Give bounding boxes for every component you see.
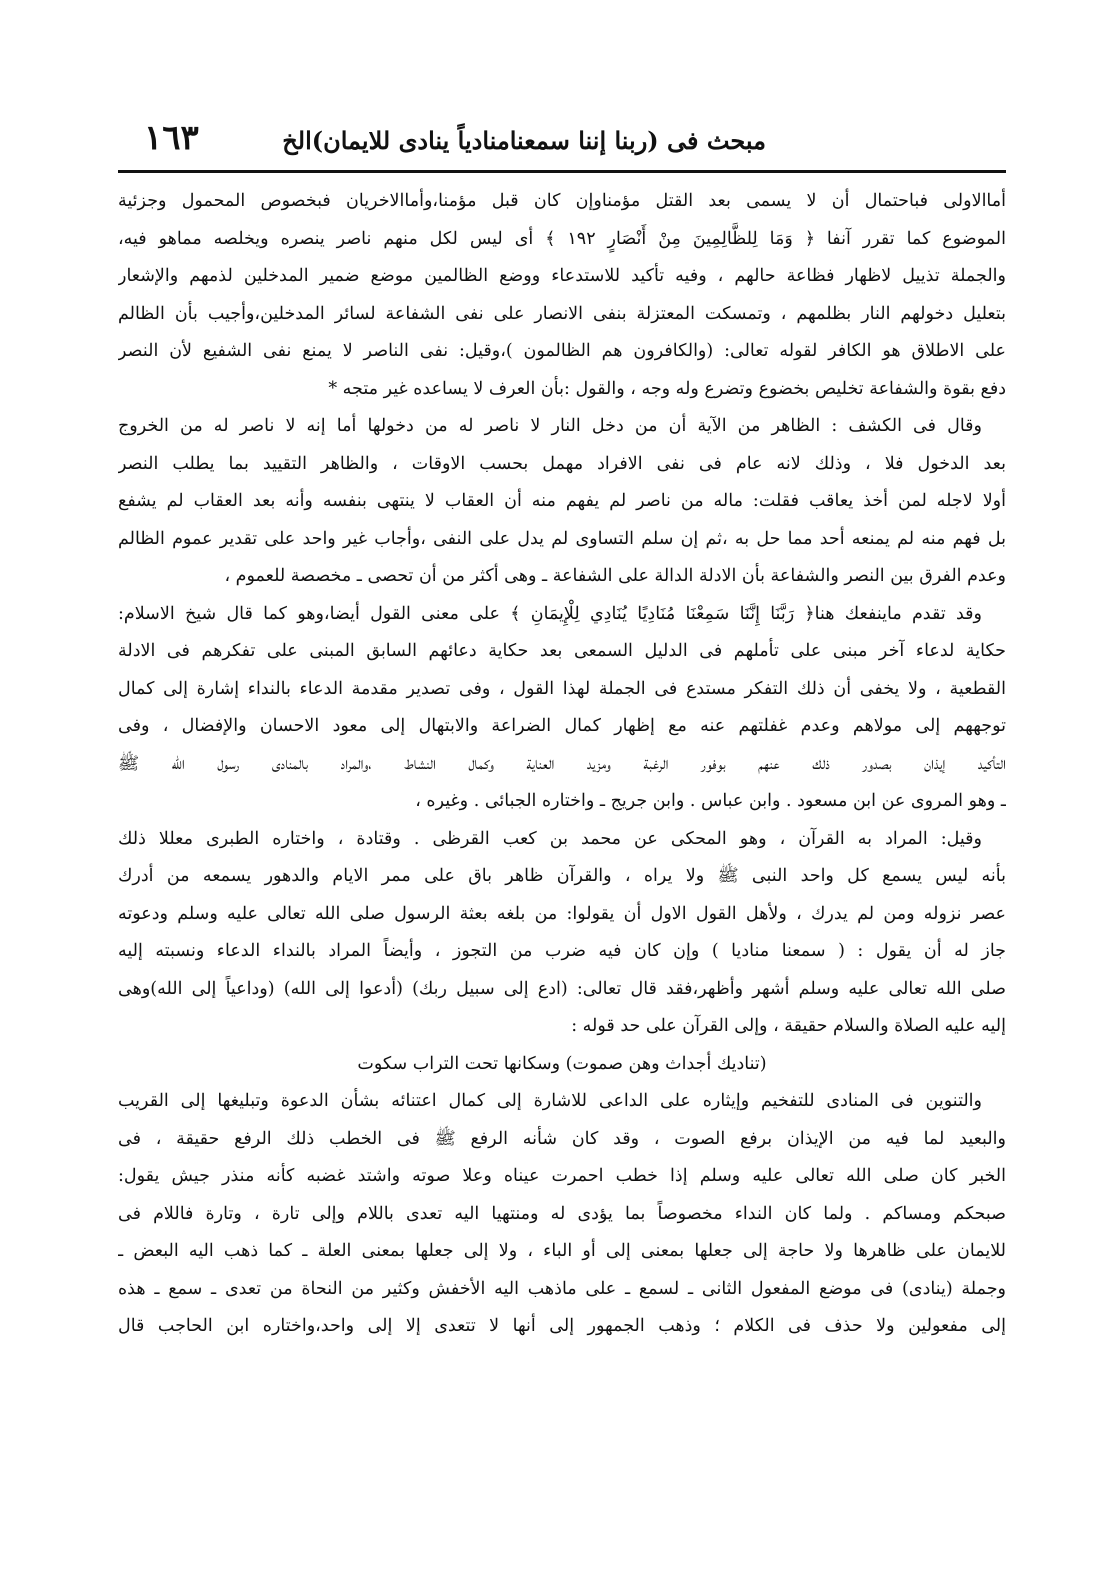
text-line: أماالاولى فباحتمال أن لا يسمى بعد القتل مؤمناوإن كان قبل مؤمنا،وأماالاخريان فبخصوص المحمول وجزئية [118, 191, 1006, 211]
text-line: بل فهم منه لم يمنعه أحد مما حل به ،ثم إن سلم التساوى لم يدل على النفى ،وأجاب غير واحد على تقدير عموم الظالم [118, 528, 1006, 549]
text-line: وقد تقدم ماينفعك هنا﴿ رَبَّنَا إِنَّنَا سَمِعْنَا مُنَادِيًا يُنَادِي لِلْإِيمَانِ ﴾ على معنى القول أيضا،وهو كما قال شيخ الاسلام: [118, 603, 982, 624]
text-line: توجههم إلى مولاهم وعدم غفلتهم عنه مع إظهار كمال الضراعة والابتهال إلى معود الاحسان والإفضال ، وفى [118, 716, 1006, 736]
text-line: والجملة تذييل لاظهار فظاعة حالهم ، وفيه تأكيد للاستدعاء ووضع الظالمين موضع ضمير المدخلين لذمهم والإشعار [118, 266, 1006, 286]
page-number: ١٦٣ [144, 118, 199, 158]
text-line: وجملة (ينادى) فى موضع المفعول الثانى ـ لسمع ـ على ماذهب اليه الأخفش وكثير من النحاة من تعدى ـ سمع ـ هذه [118, 1278, 1006, 1299]
text-line: على الاطلاق هو الكافر لقوله تعالى: (والكافرون هم الظالمون )،وقيل: نفى الناصر لا يمنع نفى الشفيع لأن النصر [118, 341, 1006, 361]
text-line: دفع بقوة والشفاعة تخليص بخضوع وتضرع وله وجه ، والقول :بأن العرف لا يساعده غير متجه * [328, 378, 1006, 399]
page-header [118, 112, 1006, 173]
poetry-verse: (تناديك أجداث وهن صموت) وسكانها تحت التراب سكوت [357, 1053, 767, 1074]
text-line: بأنه ليس يسمع كل واحد النبى ﷺ ولا يراه ، والقرآن ظاهر باق على ممر الايام والدهور يسمعه من أدرك [118, 866, 1006, 886]
text-line: إلى مفعولين ولا حذف فى الكلام ؛ وذهب الجمهور إلى أنها لا تتعدى إلا إلى واحد،واختاره ابن الحاجب قال [118, 1316, 1006, 1336]
text-line: عصر نزوله ومن لم يدرك ، ولأهل القول الاول أن يقولوا: من بلغه بعثة الرسول صلى الله تعالى عليه وسلم ودعوته [118, 903, 1006, 924]
text-line: أولا لاجله لمن أخذ يعاقب فقلت: ماله من ناصر لم يفهم منه أن العقاب لا ينتهى بنفسه وأنه بعد العقاب لم يشفع [118, 491, 1006, 511]
text-line: وقيل: المراد به القرآن ، وهو المحكى عن محمد بن كعب القرظى . وقتادة ، واختاره الطبرى معللا ذلك [118, 828, 982, 849]
text-line: بعد الدخول فلا ، وذلك لانه عام فى نفى الافراد مهمل بحسب الاوقات ، والظاهر التقييد بما يطلب النصر [118, 453, 1006, 474]
text-line: وقال فى الكشف : الظاهر من الآية أن من دخل النار لا ناصر له من دخولها أما إنه لا ناصر له من الخروج [118, 416, 982, 436]
text-line: التأكيد إيذان بصدور ذلك عنهم بوفور الرغبة ومزيد العناية وكمال النشاط ،والمراد بالمنادى رسول الله ﷺ [118, 753, 1006, 774]
text-line: حكاية لدعاء آخر مبنى على تأملهم فى الدليل السمعى بعد حكاية دعائهم السابق المبنى على تفكرهم فى الادلة [118, 641, 1006, 661]
text-line: صبحكم ومساكم . ولما كان النداء مخصوصاً بما يؤدى له ومنتهيا اليه تعدى باللام وإلى تارة ، وتارة فاللام فى [118, 1203, 1006, 1224]
text-line: بتعليل دخولهم النار بظلمهم ، وتمسكت المعتزلة بنفى الانصار على نفى الشفاعة لسائر المدخلين،وأجيب بأن الظالم [118, 303, 1006, 324]
running-title: مبحث فى (ربنا إننا سمعنامنادياً ينادى للايمان)الخ [282, 126, 766, 155]
text-line: الموضوع كما تقرر آنفا ﴿ وَمَا لِلظَّالِمِينَ مِنْ أَنْصَارٍ ١٩٢ ﴾ أى ليس لكل منهم ناصر ينصره ويخلصه مماهو فيه، [118, 228, 1006, 249]
text-line: وعدم الفرق بين النصر والشفاعة بأن الادلة الدالة على الشفاعة ـ وهى أكثر من أن تحصى ـ مخصصة للعموم ، [224, 566, 1006, 586]
text-line: والبعيد لما فيه من الإيذان برفع الصوت ، وقد كان شأنه الرفع ﷺ فى الخطب ذلك الرفع حقيقة ، فى [118, 1128, 1006, 1149]
text-line: للايمان على ظاهرها ولا حاجة إلى جعلها بمعنى إلى أو الباء ، ولا إلى جعلها بمعنى العلة ـ كما ذهب اليه البعض ـ [118, 1241, 1006, 1261]
text-line: إليه عليه الصلاة والسلام حقيقة ، وإلى القرآن على حد قوله : [571, 1016, 1006, 1036]
text-line: صلى الله تعالى عليه وسلم أشهر وأظهر،فقد قال تعالى: (ادع إلى سبيل ربك) (أدعوا إلى الله) (وداعياً إلى الله)وهى [118, 978, 1006, 999]
text-line: جاز له أن يقول : ( سمعنا مناديا ) وإن كان فيه ضرب من التجوز ، وأيضاً المراد بالنداء الدعاء ونسبته إليه [118, 941, 1006, 961]
text-line: القطعية ، ولا يخفى أن ذلك التفكر مستدع فى الجملة لهذا القول ، وفى تصدير مقدمة الدعاء بالنداء إشارة إلى كمال [118, 678, 1006, 699]
book-page [118, 112, 1006, 1542]
text-line: والتنوين فى المنادى للتفخيم وإيثاره على الداعى للاشارة إلى كمال اعتنائه بشأن الدعوة وتبليغها إلى القريب [118, 1091, 982, 1111]
text-line: ـ وهو المروى عن ابن مسعود . وابن عباس . وابن جريج ـ واختاره الجبائى . وغيره ، [415, 791, 1006, 811]
body-text [118, 173, 1006, 1346]
text-line: الخبر كان صلى الله تعالى عليه وسلم إذا خطب احمرت عيناه وعلا صوته واشتد غضبه كأنه منذر جيش يقول: [118, 1166, 1006, 1186]
